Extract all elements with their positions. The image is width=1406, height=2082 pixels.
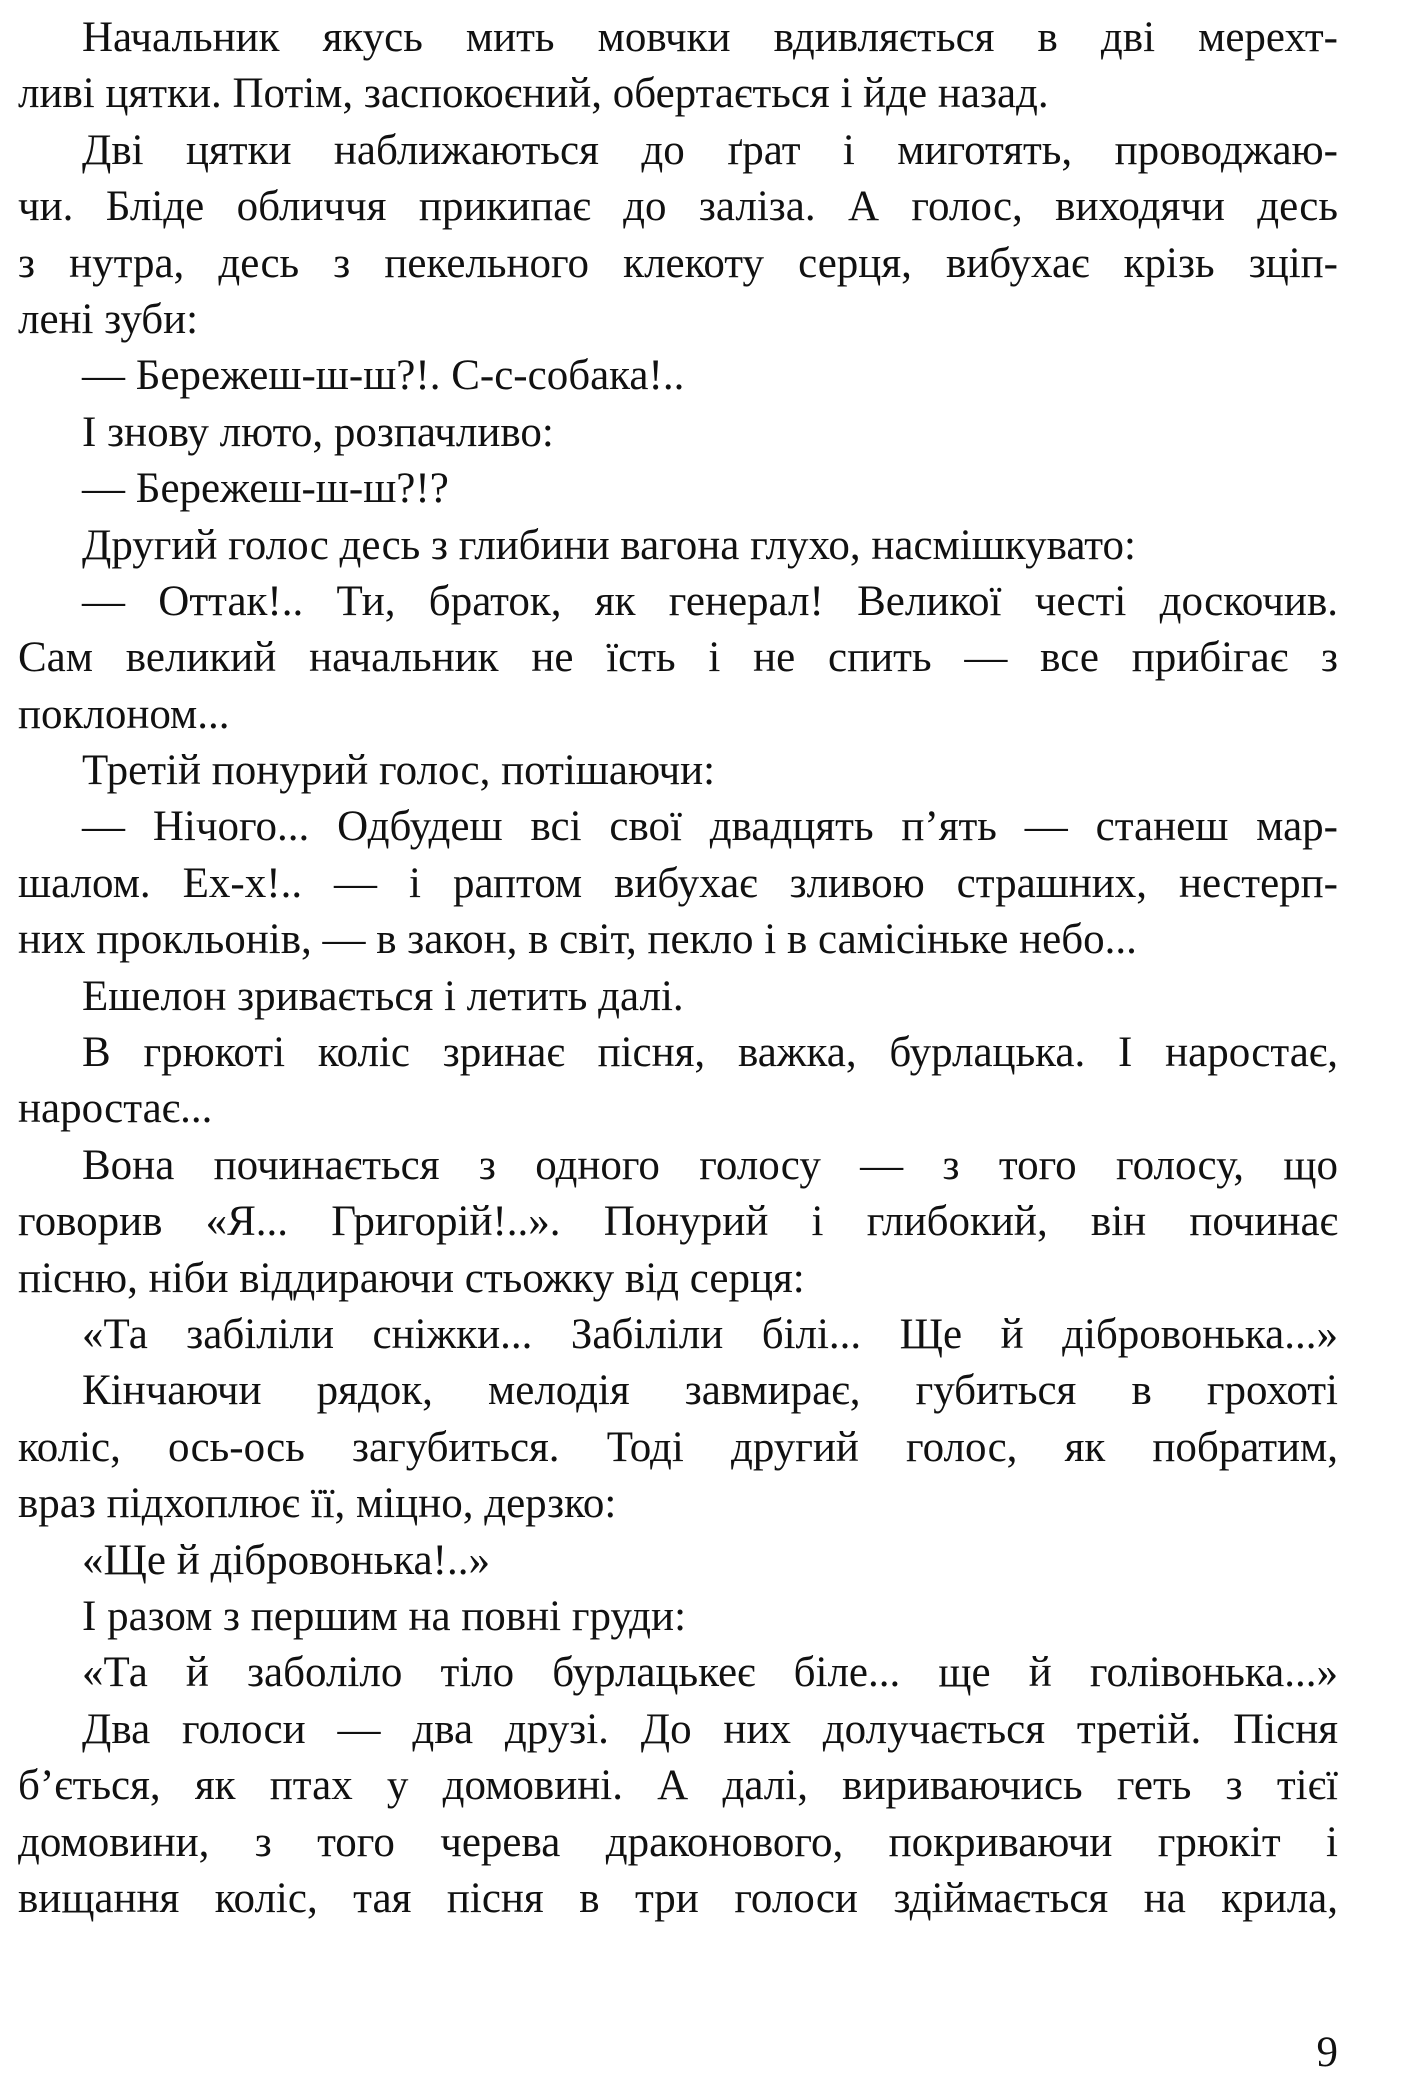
text-line: Другий голос десь з глибини вагона глухо, насмішкувато: xyxy=(82,521,1136,569)
text-line: ливі цятки. Потім, заспокоєний, обертається і йде назад. xyxy=(18,70,1049,118)
text-line: І знову люто, розпачливо: xyxy=(82,408,554,456)
text-line: б’ється, як птах у домовині. А далі, вириваючись геть з тієї xyxy=(18,1762,1338,1810)
text-line: Кінчаючи рядок, мелодія завмирає, губиться в грохоті xyxy=(82,1367,1338,1415)
text-line: коліс, ось-ось загубиться. Тоді другий голос, як побратим, xyxy=(18,1423,1338,1471)
text-line: Начальник якусь мить мовчки вдивляється в дві мерехт- xyxy=(82,14,1338,61)
text-line: пісню, ніби віддираючи стьожку від серця: xyxy=(18,1254,805,1302)
text-line: В грюкоті коліс зринає пісня, важка, бурлацька. І наростає, xyxy=(82,1029,1338,1077)
text-line: них прокльонів, — в закон, в світ, пекло і в самісіньке небо... xyxy=(18,916,1137,964)
text-line: поклоном... xyxy=(18,690,230,738)
text-line: шалом. Ех-х!.. — і раптом вибухає зливою страшних, нестерп- xyxy=(18,859,1338,907)
text-line: Дві цятки наближаються до ґрат і миготять, проводжаю- xyxy=(82,126,1338,174)
text-line: — Бережеш-ш-ш?!. С-с-собака!.. xyxy=(82,352,685,400)
text-line: наростає... xyxy=(18,1085,213,1133)
text-line: говорив «Я... Григорій!..». Понурий і глибокий, він починає xyxy=(18,1198,1338,1246)
text-line: лені зуби: xyxy=(18,295,199,343)
text-line: «Ще й дібровонька!..» xyxy=(82,1536,490,1584)
text-line: — Оттак!.. Ти, браток, як генерал! Великої честі доскочив. xyxy=(82,577,1338,625)
text-line: Сам великий начальник не їсть і не спить — все прибігає з xyxy=(18,634,1338,682)
text-line: — Нічого... Одбудеш всі свої двадцять п’ять — станеш мар- xyxy=(82,803,1338,851)
text-line: Ешелон зривається і летить далі. xyxy=(82,972,684,1020)
text-line: — Бережеш-ш-ш?!? xyxy=(82,465,449,513)
text-line: «Та й заболіло тіло бурлацькеє біле... ще й голівонька...» xyxy=(82,1649,1338,1697)
text-line: Два голоси — два друзі. До них долучається третій. Пісня xyxy=(82,1705,1338,1753)
text-line: вищання коліс, тая пісня в три голоси здіймається на крила, xyxy=(18,1874,1338,1922)
page-number: 9 xyxy=(1316,2029,1338,2076)
text-line: домовини, з того черева драконового, покриваючи грюкіт і xyxy=(18,1818,1338,1866)
text-line: Вона починається з одного голосу — з того голосу, що xyxy=(82,1141,1338,1189)
text-line: чи. Бліде обличчя прикипає до заліза. А голос, виходячи десь xyxy=(18,183,1338,231)
text-line: Третій понурий голос, потішаючи: xyxy=(82,747,716,795)
text-line: з нутра, десь з пекельного клекоту серця, вибухає крізь зціп- xyxy=(18,239,1338,287)
text-line: «Та забіліли сніжки... Забіліли білі... Ще й дібровонька...» xyxy=(82,1310,1338,1358)
text-line: І разом з першим на повні груди: xyxy=(82,1592,687,1640)
page-body-text xyxy=(18,10,1338,1927)
text-line: враз підхоплює її, міцно, дерзко: xyxy=(18,1480,617,1528)
